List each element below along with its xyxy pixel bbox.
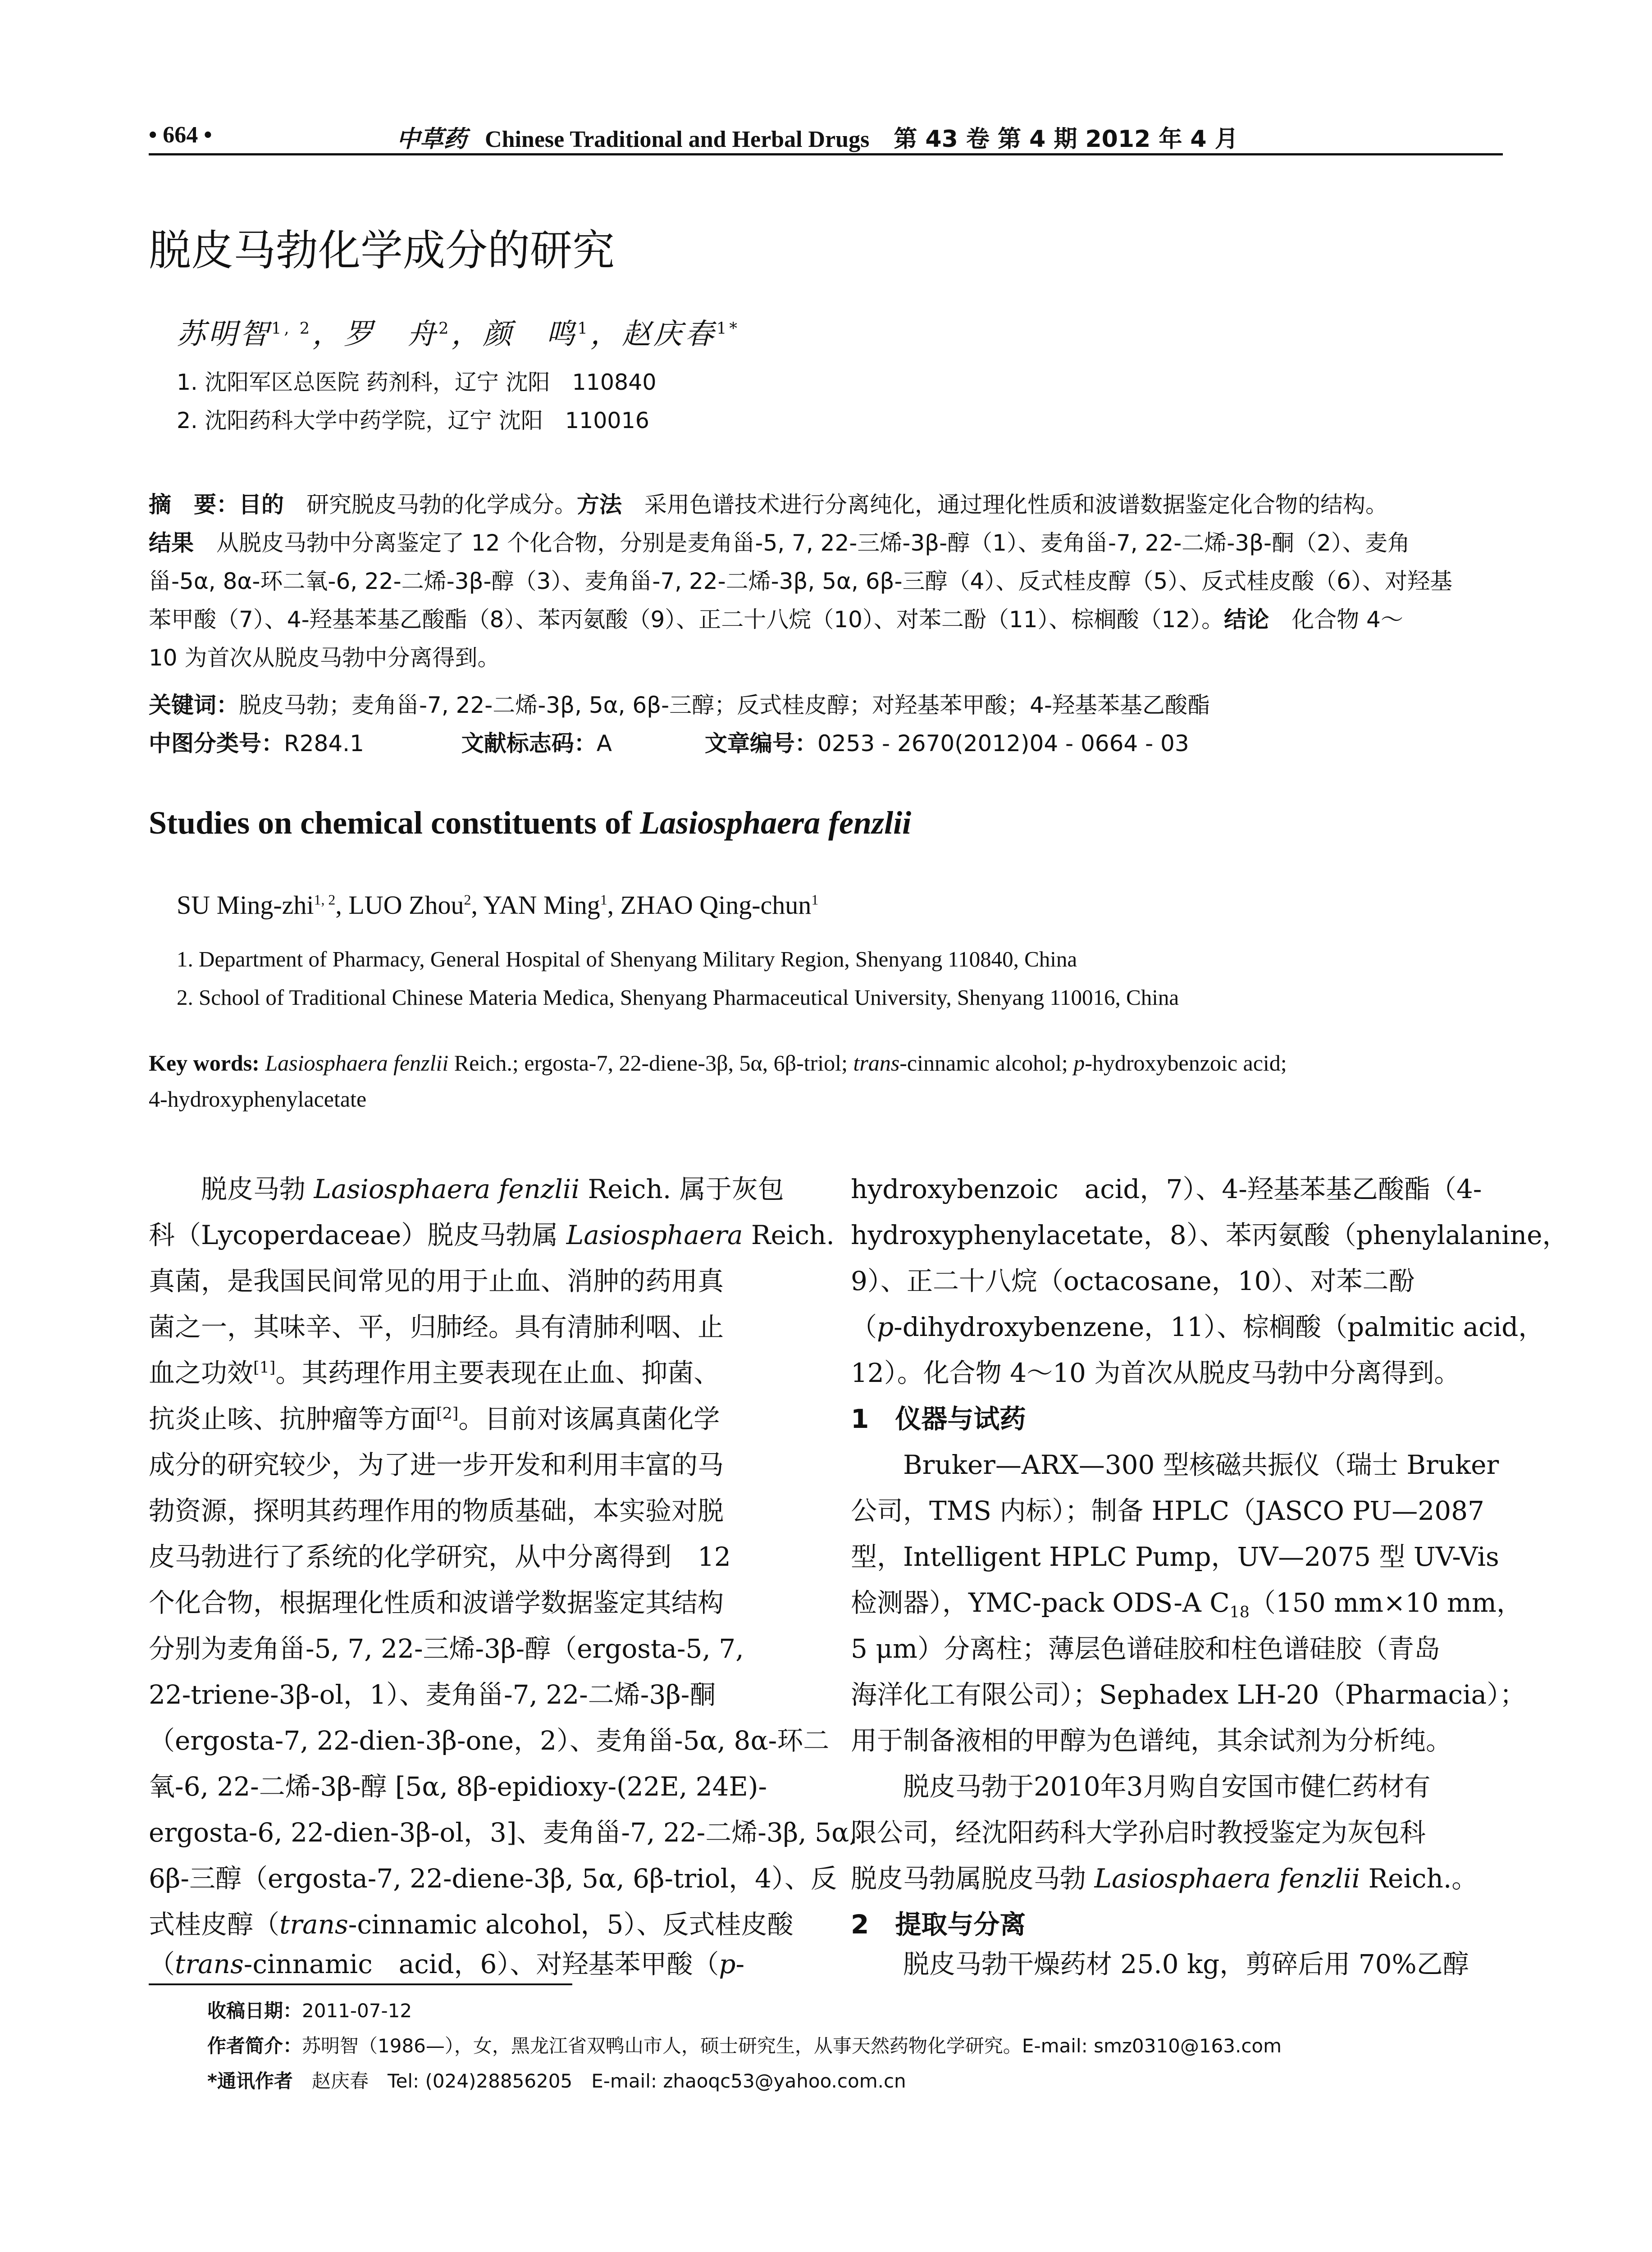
right-line-16: 脱皮马勃干燥药材 25.0 kg，剪碎后用 70%乙醇 [851, 1949, 1469, 1979]
method-label: 方法 [577, 492, 622, 518]
kw-italic: Lasiosphaera fenzlii [265, 1050, 449, 1076]
author-2: 罗 舟 [344, 318, 439, 351]
author-en-4-sup: 1 [811, 892, 819, 908]
affiliation-en-1: 1. Department of Pharmacy, General Hospital of Shenyang Military Region, Shenyang 110840, China [177, 947, 1077, 971]
abstract-line-3: 甾-5α, 8α-环二氧-6, 22-二烯-3β-醇（3）、麦角甾-7, 22-二烯-3β, 5α, 6β-三醇（4）、反式桂皮醇（5）、反式桂皮酸（6）、对羟基 [149, 568, 1452, 594]
art-value: 0253 - 2670(2012)04 - 0664 - 03 [817, 730, 1189, 757]
left-line-17 [149, 1909, 794, 1940]
author-4-sup: 1* [716, 319, 740, 338]
left-line-6 [149, 1406, 720, 1432]
authors-cn: 苏明智$^{1, 2}$，罗 舟$^2$，颜 鸣$^1$，赵庆春$^{1*}$ [177, 318, 740, 351]
author-en-2: , LUO Zhou [335, 890, 464, 920]
right-line-1: hydroxybenzoic acid，7）、4-羟基苯基乙酸酯（4- [851, 1174, 1482, 1204]
text: 抗炎止咳、抗肿瘤等方面 [149, 1404, 437, 1434]
italic: Lasiosphaera fenzlii [314, 1174, 580, 1204]
italic: trans [175, 1949, 244, 1979]
text: 血之功效 [149, 1358, 254, 1388]
keywords-en-label: Key words: [149, 1050, 265, 1076]
left-line-13: （ergosta-7, 22-dien-3β-one，2）、麦角甾-5α, 8α-环二 [149, 1725, 830, 1756]
footnote-author [207, 2031, 1282, 2058]
abstract-text: 从脱皮马勃中分离鉴定了 12 个化合物，分别是麦角甾-5, 7, 22-三烯-3β-醇（1）、麦角甾-7, 22-二烯-3β-酮（2）、麦角 [194, 530, 1410, 556]
text: 。目前对该属真菌化学 [458, 1404, 720, 1434]
kw-italic: p [1073, 1050, 1085, 1076]
author-2-sup: 2 [438, 319, 452, 338]
right-line-5: 12）。化合物 4～10 为首次从脱皮马勃中分离得到。 [851, 1358, 1460, 1388]
right-line-15 [851, 1865, 1478, 1892]
text: 科（Lycoperdaceae）脱皮马勃属 [149, 1220, 566, 1250]
left-line-8: 勃资源，探明其药理作用的物质基础，本实验对脱 [149, 1495, 724, 1526]
footnote-rule [149, 1983, 572, 1985]
abstract-line-1 [149, 487, 1388, 519]
title-en-prefix: Studies on chemical constituents of [149, 805, 640, 841]
right-line-3: 9）、正二十八烷（octacosane，10）、对苯二酚 [851, 1266, 1415, 1296]
text: （ [851, 1312, 877, 1342]
kw-text: Reich.; ergosta-7, 22-diene-3β, 5α, 6β-triol; [448, 1050, 853, 1076]
left-line-5 [149, 1360, 720, 1386]
right-line-2: hydroxyphenylacetate，8）、苯丙氨酸（phenylalanine， [851, 1220, 1569, 1250]
text: （ [149, 1949, 175, 1979]
affiliation-cn-1: 1. 沈阳军区总医院 药剂科，辽宁 沈阳 110840 [177, 369, 657, 395]
right-line-7: 公司，TMS 内标）；制备 HPLC（JASCO PU—2087 [851, 1495, 1484, 1526]
result-label: 结果 [149, 530, 194, 556]
author-3: 颜 鸣 [483, 318, 578, 351]
left-line-10: 个化合物，根据理化性质和波谱学数据鉴定其结构 [149, 1587, 724, 1618]
author-4: 赵庆春 [621, 318, 716, 351]
section-heading-2: 2 提取与分离 [851, 1909, 1026, 1940]
footnote-received [207, 1996, 412, 2023]
right-line-13: 脱皮马勃于2010年3月购自安国市健仁药材有 [851, 1771, 1431, 1802]
fn-label: *通讯作者 [207, 2070, 293, 2092]
author-en-1-sup: 1, 2 [314, 892, 336, 908]
fn-label: 作者简介： [207, 2035, 302, 2057]
text: 脱皮马勃 [149, 1174, 314, 1204]
left-line-16: 6β-三醇（ergosta-7, 22-diene-3β, 5α, 6β-triol，4）、反 [149, 1863, 837, 1894]
section-heading-1: 1 仪器与试药 [851, 1404, 1026, 1434]
subscript: 18 [1229, 1603, 1250, 1622]
classification-line [149, 725, 1189, 758]
right-line-4 [851, 1314, 1544, 1340]
left-line-12: 22-triene-3β-ol，1）、麦角甾-7, 22-二烯-3β-酮 [149, 1679, 716, 1710]
author-en-3: , YAN Ming [471, 890, 600, 920]
fn-text: 2011-07-12 [302, 2000, 412, 2022]
journal-name-en: Chinese Traditional and Herbal Drugs [485, 127, 870, 152]
right-line-9 [851, 1587, 1523, 1622]
title-cn: 脱皮马勃化学成分的研究 [149, 226, 615, 275]
left-line-7: 成分的研究较少，为了进一步开发和利用丰富的马 [149, 1450, 724, 1480]
left-line-3: 真菌，是我国民间常见的用于止血、消肿的药用真 [149, 1266, 724, 1296]
keywords-text: 脱皮马勃；麦角甾-7, 22-二烯-3β, 5α, 6β-三醇；反式桂皮醇；对羟基苯甲酸；4-羟基苯基乙酸酯 [239, 692, 1210, 718]
fn-text: 赵庆春 Tel: (024)28856205 E-mail: zhaoqc53@yahoo.com.cn [292, 2070, 906, 2092]
art-label: 文章编号： [704, 730, 817, 757]
doc-label: 文献标志码： [461, 730, 597, 757]
text: Reich. [743, 1220, 835, 1250]
abstract-label: 摘 要： [149, 492, 239, 518]
text: -cinnamic acid，6）、对羟基苯甲酸（ [243, 1949, 719, 1979]
left-line-18 [149, 1951, 744, 1977]
journal-name-cn: 中草药 [397, 126, 467, 153]
text: 式桂皮醇（ [149, 1909, 280, 1940]
italic: trans [279, 1909, 348, 1940]
italic: Lasiosphaera [566, 1220, 743, 1250]
journal-header [397, 120, 1238, 154]
left-line-1 [149, 1176, 784, 1202]
abstract-text: 苯甲酸（7）、4-羟基苯基乙酸酯（8）、苯丙氨酸（9）、正二十八烷（10）、对苯二酚（11）、棕榈酸（12）。 [149, 606, 1224, 633]
keywords-en-line-2: 4-hydroxyphenylacetate [149, 1086, 367, 1112]
abstract-line-2 [149, 525, 1410, 557]
title-en [149, 804, 911, 842]
kw-text: -hydroxybenzoic acid; [1085, 1050, 1287, 1076]
text: Reich.。 [1360, 1863, 1478, 1894]
left-line-11: 分别为麦角甾-5, 7, 22-三烯-3β-醇（ergosta-5, 7, [149, 1633, 744, 1664]
volume-info: 第 43 卷 第 4 期 2012 年 4 月 [894, 126, 1238, 153]
abstract-text: 研究脱皮马勃的化学成分。 [284, 492, 577, 518]
left-line-14: 氧-6, 22-二烯-3β-醇 [5α, 8β-epidioxy-(22E, 24E)- [149, 1771, 767, 1802]
author-en-4: , ZHAO Qing-chun [607, 890, 812, 920]
right-line-10: 5 μm）分离柱；薄层色谱硅胶和柱色谱硅胶（青岛 [851, 1633, 1441, 1664]
italic: p [877, 1312, 894, 1342]
author-en-1: SU Ming-zhi [177, 890, 314, 920]
fn-label: 收稿日期： [207, 2000, 302, 2022]
text: -cinnamic alcohol，5）、反式桂皮酸 [348, 1909, 794, 1940]
left-line-4: 菌之一，其味辛、平，归肺经。具有清肺利咽、止 [149, 1312, 724, 1342]
abstract-text: 化合物 4～ [1269, 606, 1403, 633]
affiliation-cn-2: 2. 沈阳药科大学中药学院，辽宁 沈阳 110016 [177, 408, 649, 433]
author-1: 苏明智 [177, 318, 271, 351]
keywords-cn [149, 687, 1210, 720]
doc-value: A [596, 730, 612, 757]
affiliation-en-2: 2. School of Traditional Chinese Materia Medica, Shenyang Pharmaceutical University, Shenyang 110016, China [177, 985, 1179, 1010]
kw-text: -cinnamic alcohol; [899, 1050, 1074, 1076]
text: 脱皮马勃属脱皮马勃 [851, 1863, 1095, 1894]
footnote-corresponding [207, 2066, 906, 2093]
clc-value: R284.1 [284, 730, 364, 757]
citation: [2] [436, 1404, 459, 1423]
author-en-2-sup: 2 [464, 892, 471, 908]
abstract-line-5: 10 为首次从脱皮马勃中分离得到。 [149, 645, 500, 671]
citation: [1] [253, 1358, 276, 1377]
author-3-sup: 1 [577, 319, 590, 338]
keywords-en-line-1 [149, 1050, 1287, 1076]
conclusion-label: 结论 [1224, 606, 1269, 633]
text: （150 mm×10 mm， [1249, 1587, 1523, 1618]
right-line-12: 用于制备液相的甲醇为色谱纯，其余试剂为分析纯。 [851, 1725, 1452, 1756]
right-line-6: Bruker—ARX—300 型核磁共振仪（瑞士 Bruker [851, 1450, 1499, 1480]
author-en-3-sup: 1 [600, 892, 607, 908]
left-line-2 [149, 1222, 835, 1248]
author-1-sup: 1, 2 [271, 319, 313, 338]
page-number: • 664 • [149, 122, 212, 148]
text: 检测器），YMC-pack ODS-A C [851, 1587, 1230, 1618]
fn-text: 苏明智（1986—），女，黑龙江省双鸭山市人，硕士研究生，从事天然药物化学研究。E-mail: smz0310@163.com [302, 2035, 1282, 2057]
authors-en [177, 890, 818, 920]
kw-italic: trans [853, 1050, 900, 1076]
abstract-text: 采用色谱技术进行分离纯化，通过理化性质和波谱数据鉴定化合物的结构。 [622, 492, 1388, 518]
italic: Lasiosphaera fenzlii [1094, 1863, 1360, 1894]
title-en-species: Lasiosphaera fenzlii [640, 805, 912, 841]
right-line-14: 限公司，经沈阳药科大学孙启时教授鉴定为灰包科 [851, 1817, 1426, 1848]
keywords-label: 关键词： [149, 692, 239, 718]
header-rule [149, 153, 1503, 155]
text: -dihydroxybenzene，11）、棕榈酸（palmitic acid， [894, 1312, 1545, 1342]
clc-label: 中图分类号： [149, 730, 284, 757]
italic: p [719, 1949, 736, 1979]
right-line-11: 海洋化工有限公司）；Sephadex LH-20（Pharmacia）； [851, 1679, 1526, 1710]
right-line-8: 型，Intelligent HPLC Pump，UV—2075 型 UV-Vis [851, 1541, 1499, 1572]
text: Reich. 属于灰包 [580, 1174, 784, 1204]
text: - [735, 1949, 745, 1979]
left-line-9: 皮马勃进行了系统的化学研究，从中分离得到 12 [149, 1541, 731, 1572]
purpose-label: 目的 [239, 492, 284, 518]
abstract-line-4 [149, 602, 1403, 634]
left-line-15: ergosta-6, 22-dien-3β-ol，3]、麦角甾-7, 22-二烯-3β, 5α, [149, 1817, 858, 1848]
text: 。其药理作用主要表现在止血、抑菌、 [275, 1358, 720, 1388]
